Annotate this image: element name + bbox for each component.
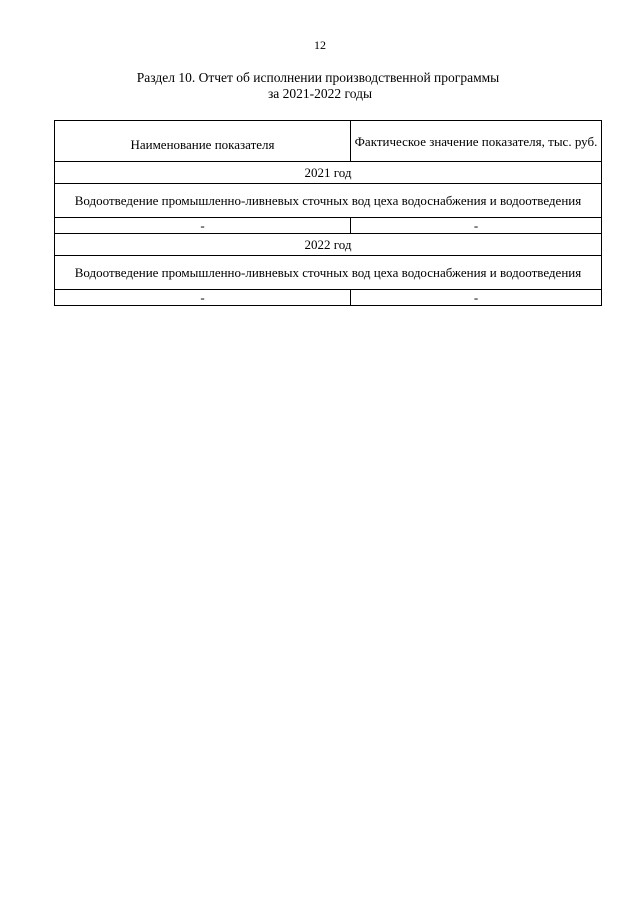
header-indicator-name: Наименование показателя <box>55 121 351 162</box>
page-number: 12 <box>314 38 326 52</box>
year-label-2021: 2021 год <box>55 162 602 184</box>
value-row-2022 <box>55 290 602 306</box>
actual-value-2021: - <box>351 218 602 234</box>
indicator-name-2022: Водоотведение промышленно-ливневых сточных вод цеха водоснабжения и водоотведения <box>55 256 602 290</box>
name-value-2021: - <box>55 218 351 234</box>
section-title <box>0 70 640 102</box>
section-title-line2: за 2021-2022 годы <box>267 86 373 101</box>
production-program-report-table <box>54 120 602 306</box>
table-header-row <box>55 121 602 162</box>
value-row-2021 <box>55 218 602 234</box>
year-row-2021 <box>55 162 602 184</box>
indicator-name-2021: Водоотведение промышленно-ливневых сточных вод цеха водоснабжения и водоотведения <box>55 184 602 218</box>
section-title-line1: Раздел 10. Отчет об исполнении производственной программы <box>136 70 500 85</box>
actual-value-2022: - <box>351 290 602 306</box>
year-label-2022: 2022 год <box>55 234 602 256</box>
indicator-row-2021 <box>55 184 602 218</box>
year-row-2022 <box>55 234 602 256</box>
indicator-row-2022 <box>55 256 602 290</box>
header-actual-value: Фактическое значение показателя, тыс. руб. <box>351 121 602 162</box>
name-value-2022: - <box>55 290 351 306</box>
